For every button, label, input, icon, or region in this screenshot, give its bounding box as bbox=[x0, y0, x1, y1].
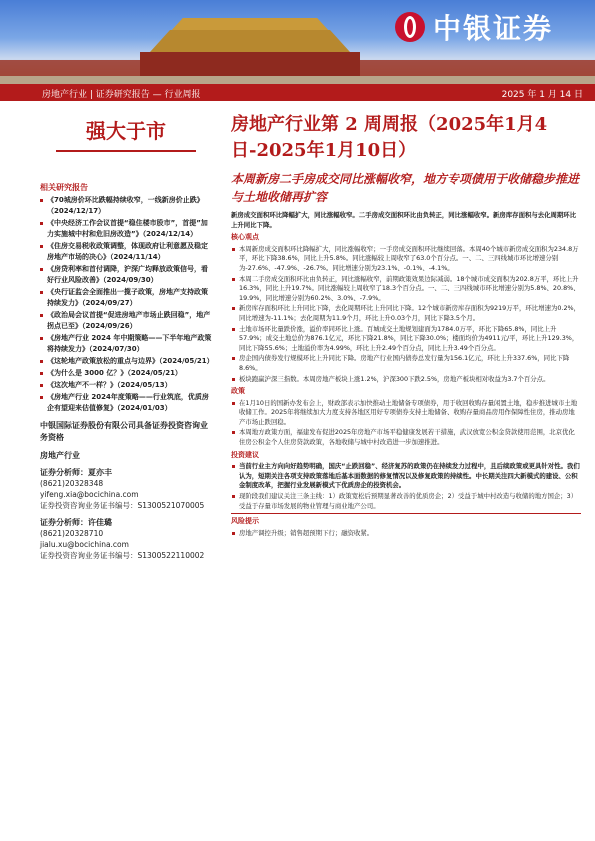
report-title: 房地产行业第 2 周周报（2025年1月4日-2025年1月10日） bbox=[231, 114, 548, 161]
core-point: 新房库存面积环比上升同比下降，去化周期环比上升同比下降。12个城市新房库存面积为9219万平，环比增速为0.2%，同比增速为-11.1%；去化周期为11.9个月，环比上升0.03个月，同比下降3.5个月。 bbox=[231, 304, 581, 323]
org-qualification: 中银国际证券股份有限公司具备证券投资咨询业务资格 bbox=[40, 421, 208, 442]
sidebar bbox=[40, 182, 212, 561]
core-views-heading: 核心观点 bbox=[231, 233, 259, 242]
palace-roof-upper bbox=[170, 18, 330, 32]
logo-text: 中银证券 bbox=[433, 12, 554, 45]
report-category: 房地产行业 | 证券研究报告 — 行业周报 bbox=[42, 90, 201, 100]
intro-paragraph: 新房成交面积环比降幅扩大，同比涨幅收窄。二手房成交面积环比由负转正，同比涨幅收窄。新房库存面积与去化周期环比上升同比下降。 bbox=[231, 211, 577, 229]
analyst-email[interactable]: jialu.xu@bocichina.com bbox=[40, 540, 129, 549]
investment-advice-heading: 投资建议 bbox=[231, 450, 259, 459]
related-report-link[interactable]: 《70城房价环比跌幅持续收窄，一线新房价止跌》（2024/12/17） bbox=[40, 195, 212, 217]
related-reports-list bbox=[40, 195, 212, 414]
risk-heading: 风险提示 bbox=[231, 517, 259, 526]
policy-point: 本周地方政策方面，福建发布促进2025年房地产市场平稳健康发展若干措施，武汉放宽公积金贷款使用范围，北京优化住房公积金个人住房贷款政策，各地收储与城中村改造进一步加速推进。 bbox=[231, 428, 581, 447]
analyst-name: 证券分析师：夏亦丰 bbox=[40, 468, 112, 477]
policy-point: 在1月10日的国新办发布会上，财政部表示加快推动土地储备专项债券，用于收回收购存量闲置土地，稳步推进城市土地收储工作。2025年将继续加大力度支持各地区用好专项债券支持土地储备、收购存量商品房用作保障性住房，推动房地产市场止跌回稳。 bbox=[231, 399, 581, 428]
palace-roof bbox=[150, 30, 350, 52]
related-report-link[interactable]: 《政治局会议首提“促进房地产市场止跌回稳”，地产拐点已至》（2024/09/26） bbox=[40, 310, 212, 332]
analyst-phone: (8621)20328348 bbox=[40, 479, 104, 488]
core-point: 土地市场环比量跌价涨，溢价率同环比上涨。百城成交土地规划建面为1784.0万平，环比下降65.8%，同比上升57.9%；成交土地总价为876.1亿元，环比下降21.8%，同比下降30.0%；楼面均价为4911元/平，环比上升129.3%，同比下降55.6%；土地溢价率为4.99%，环比上升2.49个百分点，同比上升3.49个百分点。 bbox=[231, 325, 581, 354]
header-banner bbox=[0, 0, 595, 84]
industry-label: 房地产行业 bbox=[40, 451, 80, 460]
rating-badge: 强大于市 bbox=[56, 112, 196, 152]
related-report-link[interactable]: 《这次地产不一样？》（2024/05/13） bbox=[40, 380, 212, 391]
core-point: 本周新房成交面积环比降幅扩大，同比涨幅收窄；一手房成交面积环比继续回落。本周40个城市新房成交面积为234.8万平，环比下降38.6%，同比上升5.8%。同比涨幅较上周收窄了63.0个百分点。一、二、三四线城市环比增速分别为-27.6%、-47.9%、-26.7%。同比增速分别为23.1%、-0.1%、-4.1%。 bbox=[231, 245, 581, 274]
related-reports-heading: 相关研究报告 bbox=[40, 183, 88, 192]
report-date: 2025 年 1 月 14 日 bbox=[501, 90, 583, 100]
report-body bbox=[231, 211, 581, 539]
analyst-phone: (8621)20328710 bbox=[40, 529, 104, 538]
core-point: 房企国内债券发行规模环比上升同比下降。房地产行业国内债券总发行量为156.1亿元，环比上升337.6%，同比下降8.6%。 bbox=[231, 354, 581, 373]
risk-point: 房地产调控升级；销售超预期下行；融资收紧。 bbox=[231, 529, 581, 539]
related-report-link[interactable]: 《房地产行业 2024年度策略——行业筑底，优质房企有望迎来估值修复》（2024/01/03） bbox=[40, 392, 212, 414]
related-report-link[interactable]: 《房地产行业 2024 年中期策略——下半年地产政策将持续发力》（2024/07/30） bbox=[40, 333, 212, 355]
report-subtitle: 本周新房二手房成交同比涨幅收窄，地方专项债用于收储稳步推进与土地收储再扩容 bbox=[231, 172, 580, 204]
divider bbox=[231, 513, 581, 514]
related-report-link[interactable]: 《为什么是 3000 亿？》（2024/05/21） bbox=[40, 368, 212, 379]
boc-logo-icon bbox=[395, 12, 425, 42]
related-report-link[interactable]: 《中央经济工作会议首提“稳住楼市股市”，首提”加力实施城中村和危旧房改造”》（2024/12/14） bbox=[40, 218, 212, 240]
brand-logo bbox=[395, 10, 580, 44]
core-point: 板块跑赢沪深三指数。本周房地产板块上涨1.2%，沪深300下跌2.5%，房地产板块相对收益为3.7个百分点。 bbox=[231, 375, 581, 385]
analyst-name: 证券分析师：许佳璐 bbox=[40, 518, 112, 527]
analyst-email[interactable]: yifeng.xia@bocichina.com bbox=[40, 490, 139, 499]
policy-heading: 政策 bbox=[231, 387, 245, 396]
related-report-link[interactable]: 《房贷利率和首付调降，沪深广均释放政策信号，看好行业风险改善》（2024/09/30） bbox=[40, 264, 212, 286]
investment-point: 当前行业主方向向好趋势明确，国庆“止跌回稳”、经济复苏的政策仍在持续发力过程中，且后续政策或更具针对性。我们认为，短期关注各项支持政策落地后基本面数据的修复情况以及修复政策的持续性。中长期关注四大新模式的建设、公积金制度改革，把握行业发展新模式下优质房企的投资机会。 bbox=[231, 462, 581, 491]
analyst-license: 证券投资咨询业务证书编号：S1300521070005 bbox=[40, 501, 205, 510]
report-meta-bar bbox=[0, 84, 595, 101]
analyst-license: 证券投资咨询业务证书编号：S1300522110002 bbox=[40, 551, 205, 560]
related-report-link[interactable]: 《央行证监会全面推出一揽子政策，房地产支持政策持续发力》（2024/09/27） bbox=[40, 287, 212, 309]
related-report-link[interactable]: 《这轮地产政策放松的重点与边界》（2024/05/21） bbox=[40, 356, 212, 367]
investment-point: 现阶段我们建议关注三条主线：1）政策宽松后预期显著改善的优质房企；2）受益于城中村改造与收储的地方国企；3）受益于存量市场发展的物业管理与商业地产公司。 bbox=[231, 492, 581, 511]
related-report-link[interactable]: 《住房交易税收政策调整，体现政府让利意愿及稳定房地产市场的决心》（2024/11/14） bbox=[40, 241, 212, 263]
core-point: 本周二手房成交面积环比由负转正，同比涨幅收窄，前期政策效果边际减弱。18个城市成交面积为202.8万平，环比上升16.3%，同比上升19.7%。同比涨幅较上周收窄了18.3个百分点。一、二、三四线城市环比增速分别为5.8%、20.8%、19.9%，同比增速分别为60.2%、3.0%、-7.9%。 bbox=[231, 275, 581, 304]
